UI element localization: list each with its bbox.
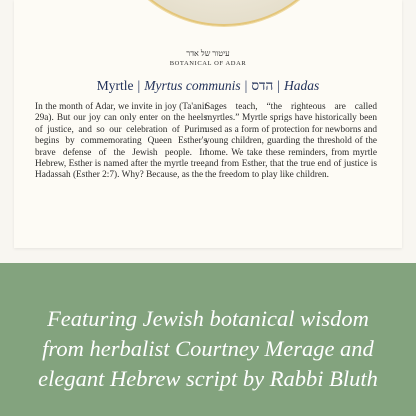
promo-text [0,304,416,394]
promo-line: elegant Hebrew script by Rabbi Bluth [38,366,378,391]
plant-hebrew-name: הדס [251,78,274,93]
botanical-card [14,0,402,248]
hebrew-kicker: עיטור של אדר [186,49,230,58]
promo-banner [0,263,416,416]
body-column-right: Sages teach, “the righteous are called myrtles.” Myrtle sprigs have historically been used as a form of protection for newborns and young children, guarding the threshold of the home. We take these reminders, from myrtle and from Esther, that the true end of justice is the freedom to play like children. [205,102,377,181]
english-kicker: BOTANICAL OF ADAR [169,60,247,67]
plant-name-line [14,78,402,94]
plant-transliteration: Hadas [283,78,320,93]
promo-line: Featuring Jewish botanical wisdom [47,306,369,331]
plant-common-name: Myrtle [96,78,134,93]
name-separator: | [277,78,280,93]
name-separator: | [244,78,248,93]
moon-illustration [104,0,344,26]
name-separator: | [137,78,141,93]
promo-line: from herbalist Courtney Merage and [42,336,374,361]
body-column-left: In the month of Adar, we invite in joy (Ta'anit 29a). But our joy can only enter on the heels of justice, and so our celebration of Purim begins by commemorating Queen Esther's brave defense of the Jewish people. In Hebrew, Esther is named after the myrtle tree, Hadassah (Esther 2:7). Why? Because, as the [35,102,207,181]
plant-latin-name: Myrtus communis [144,78,241,93]
